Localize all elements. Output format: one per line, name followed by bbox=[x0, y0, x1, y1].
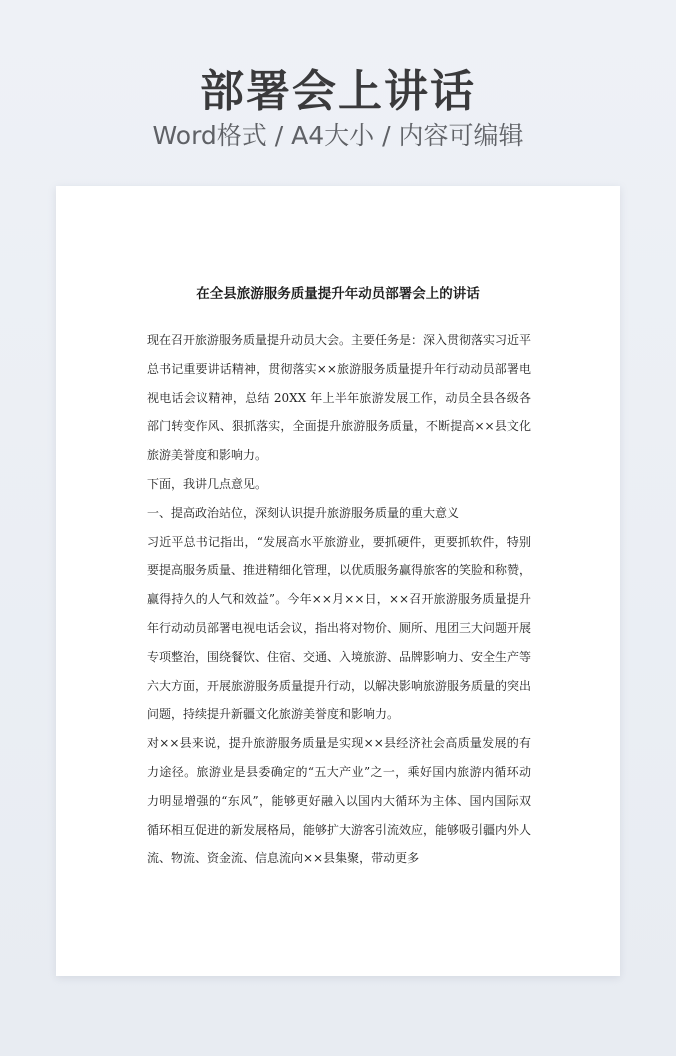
document-title: 在全县旅游服务质量提升年动员部署会上的讲话 bbox=[196, 286, 480, 302]
banner-title: 部署会上讲话 bbox=[200, 66, 476, 117]
paragraph: 对××县来说，提升旅游服务质量是实现××县经济社会高质量发展的有力途径。旅游业是县委确定的“五大产业”之一，乘好国内旅游内循环动力明显增强的“东风”，能够更好融入以国内大循环为主体、国内国际双循环相互促进的新发展格局，能够扩大游客引流效应，能够吸引疆内外人流、物流、资金流、信息流向××县集聚，带动更多 bbox=[147, 736, 532, 866]
paragraph: 现在召开旅游服务质量提升动员大会。主要任务是：深入贯彻落实习近平总书记重要讲话精神，贯彻落实××旅游服务质量提升年行动动员部署电视电话会议精神，总结 20XX 年上半年旅游发展工作，动员全县各级各部门转变作风、狠抓落实，全面提升旅游服务质量，不断提高××县文化旅游美誉度和影响力。 bbox=[147, 333, 532, 463]
banner-subtitle: Word格式 / A4大小 / 内容可编辑 bbox=[152, 121, 524, 150]
section-heading: 一、提高政治站位，深刻认识提升旅游服务质量的重大意义 bbox=[147, 505, 460, 520]
document-page bbox=[56, 186, 620, 976]
document-body bbox=[147, 326, 531, 873]
paragraph: 下面，我讲几点意见。 bbox=[147, 476, 268, 491]
paragraph: 习近平总书记指出，“发展高水平旅游业，要抓硬件，更要抓软件，特别要提高服务质量、推进精细化管理，以优质服务赢得旅客的笑脸和称赞，赢得持久的人气和效益”。今年××月××日，××召开旅游服务质量提升年行动动员部署电视电话会议，指出将对物价、厕所、甩团三大问题开展专项整治，围绕餐饮、住宿、交通、入境旅游、品牌影响力、安全生产等六大方面，开展旅游服务质量提升行动，以解决影响旅游服务质量的突出问题，持续提升新疆文化旅游美誉度和影响力。 bbox=[147, 534, 532, 722]
banner bbox=[0, 0, 676, 180]
